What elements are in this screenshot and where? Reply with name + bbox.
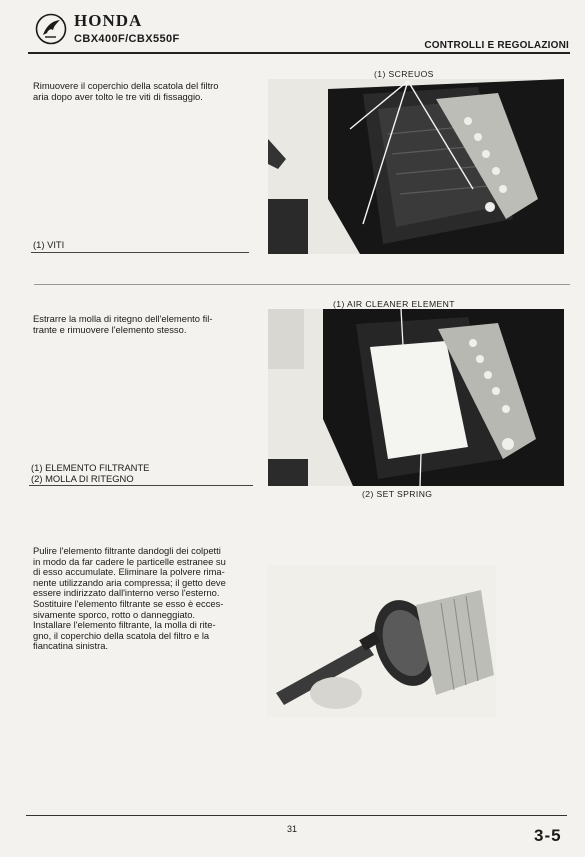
section-page-number: 3-5 [534, 826, 562, 845]
step-1-text: Rimuovere il coperchio della scatola del filtro aria dopo aver tolto le tre viti di fissaggio. [33, 80, 219, 102]
step-2-caption-1: (1) ELEMENTO FILTRANTE [31, 462, 150, 473]
caption-divider [29, 485, 253, 486]
figure-1-photo [268, 79, 564, 254]
footer-divider [26, 815, 567, 816]
header-divider [28, 52, 570, 54]
step-3-text: Pulire l'elemento filtrante dandogli dei colpetti in modo da far cadere le particelle estranee su di esso accumulate. Eliminare la polvere rima- nente utilizzando aria compressa; il getto deve essere indirizzato dall'interno verso l'esterno. Sostituire l'elemento filtrante se esso è ecces- sivamente sporco, rotto o danneggiato. Installare l'elemento filtrante, la molla di rite- gno, il coperchio della scatola del filtro e la fiancatina sinistra. [33, 545, 226, 652]
figure-2-label-1: (1) AIR CLEANER ELEMENT [333, 299, 455, 309]
figure-1-label: (1) SCREUOS [374, 69, 434, 79]
step-1-instructions [33, 81, 253, 102]
step-2-text: Estrarre la molla di ritegno dell'elemento fil- trante e rimuovere l'elemento stesso. [33, 313, 213, 335]
step-1-caption: (1) VITI [33, 239, 65, 250]
page-number: 31 [287, 824, 298, 834]
figure-2-photo [268, 309, 564, 486]
figure-3-photo [266, 565, 496, 717]
figure-2-label-2: (2) SET SPRING [362, 489, 433, 499]
brand-name: HONDA [74, 11, 143, 30]
step-2-instructions [33, 314, 255, 335]
model-name: CBX400F/CBX550F [74, 33, 180, 45]
caption-divider [31, 252, 249, 253]
section-title: CONTROLLI E REGOLAZIONI [424, 40, 569, 51]
section-divider [34, 284, 570, 285]
step-2-caption-2: (2) MOLLA DI RITEGNO [31, 473, 134, 484]
step-3-instructions [33, 546, 251, 652]
honda-wing-icon [34, 13, 68, 45]
